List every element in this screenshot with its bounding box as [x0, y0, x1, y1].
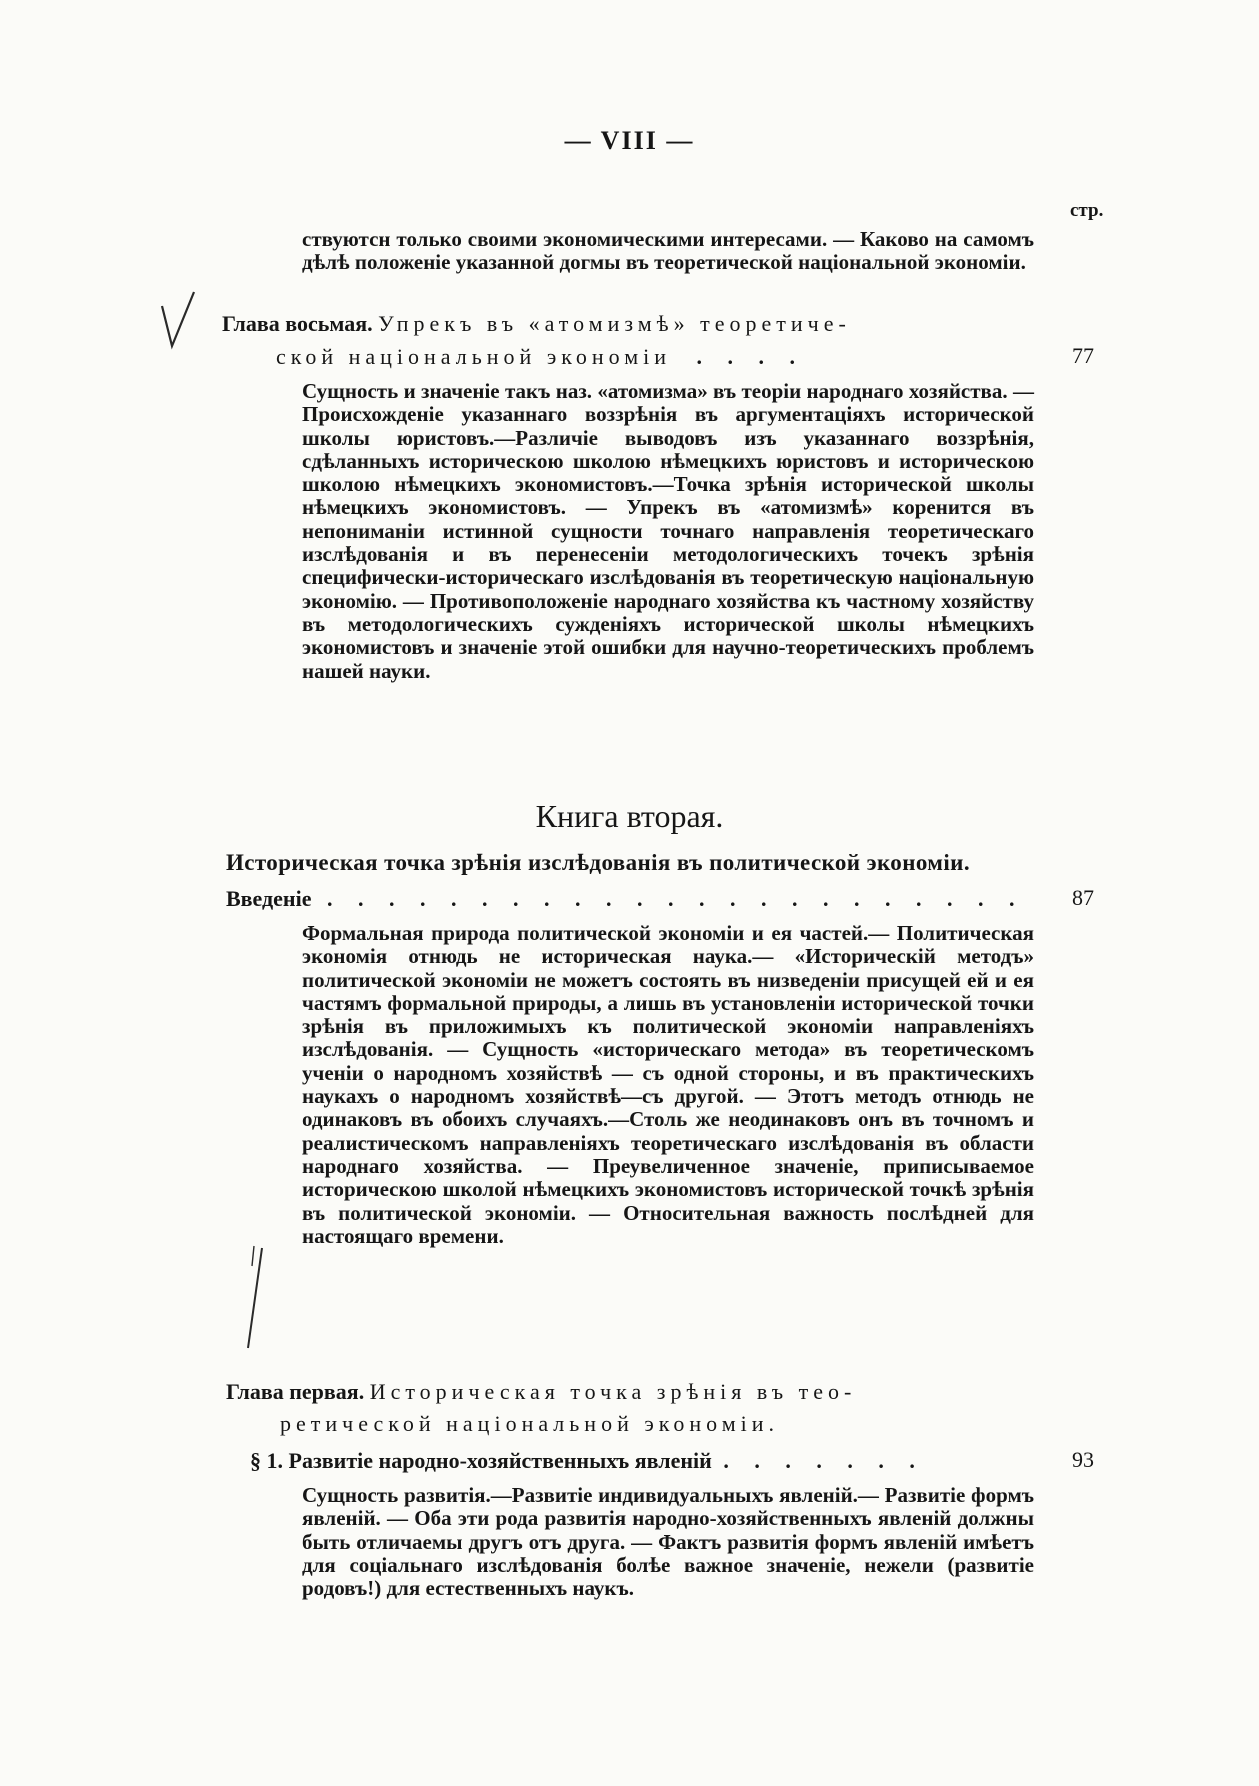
section-1-heading	[250, 1447, 925, 1475]
chapter-1-title-line2: ретической національной экономіи.	[280, 1411, 780, 1436]
chapter-8-title-line1: Упрекъ въ «атомизмѣ» теоретиче-	[378, 311, 851, 336]
chapter-8-page: 77	[1072, 343, 1094, 368]
introduction-label: Введеніе	[226, 886, 312, 911]
chapter-1-heading-line2	[280, 1410, 779, 1438]
page-column-label: стр.	[1070, 200, 1104, 221]
section-1-label: § 1. Развитіе народно-хозяйственныхъ явленій	[250, 1448, 712, 1473]
chapter-1-title-line1: Историческая точка зрѣнія въ тео-	[369, 1379, 857, 1404]
introduction-heading	[226, 885, 1024, 913]
introduction-leader-dots: . . . . . . . . . . . . . . . . . . . . . . .	[326, 886, 1025, 911]
chapter-8-label: Глава восьмая.	[222, 311, 373, 336]
book-two-title: Книга вторая.	[535, 798, 724, 834]
section-1-summary: Сущность развитія.—Развитіе индивидуальныхъ явленій.— Развитіе формъ явленій. — Оба эти рода развитія народно-хозяйственныхъ явленій должны быть отличаемы другъ отъ друга. — Фактъ развитія формъ явленій имѣетъ для соціальнаго изслѣдованія болѣе важное значеніе, нежели (развитіе родовъ!) для естественныхъ наукъ.	[302, 1483, 1034, 1601]
introduction-summary: Формальная природа политической экономіи и ея частей.— Политическая экономія отнюдь не историческая наука.— «Историческій методъ» политической экономіи не можетъ состоять въ низведеніи присущей ей и ея частямъ формальной природы, а лишь въ установленіи исторической точки зрѣнія въ приложимыхъ къ политической экономіи направленіяхъ изслѣдованія. — Сущность «историческаго метода» въ теоретическомъ ученіи о народномъ хозяйствѣ — съ одной стороны, и въ практическихъ наукахъ о народномъ хозяйствѣ—съ другой. — Этотъ методъ отнюдь не одинаковъ въ обоихъ случаяхъ.—Столь же неодинаковъ онъ въ точномъ и реалистическомъ направленіяхъ теоретическаго изслѣдованія въ области народнаго хозяйства. — Преувеличенное значеніе, приписываемое историческою школой нѣмецкихъ экономистовъ исторической точкѣ зрѣнія въ политической экономіи. — Относительная важность послѣдней для настоящаго времени.	[302, 921, 1034, 1248]
chapter-1-label: Глава первая.	[226, 1379, 365, 1404]
section-1-leader-dots: . . . . . . .	[723, 1448, 925, 1473]
chapter-8-heading	[222, 310, 851, 338]
pencil-margin-line	[240, 1244, 270, 1354]
chapter-8-heading-line2	[276, 343, 805, 371]
pencil-check-mark	[158, 288, 200, 352]
chapter-8-leader-dots: . . . .	[696, 344, 805, 369]
introduction-page: 87	[1072, 885, 1094, 910]
page-number: — VIII —	[564, 126, 695, 155]
chapter-8-title-line2: ской національной экономіи	[276, 344, 671, 369]
book-two-subtitle: Историческая точка зрѣнія изслѣдованія въ политической экономіи.	[226, 850, 970, 875]
continuation-paragraph: ствуютсн только своими экономическими интересами. — Каково на самомъ дѣлѣ положеніе указанной догмы въ теоретической національной экономіи.	[302, 227, 1034, 275]
chapter-8-summary: Сущность и значеніе такъ наз. «атомизма» въ теоріи народнаго хозяйства. — Происхожденіе указаннаго воззрѣнія въ аргументаціяхъ исторической школы юристовъ.—Различіе выводовъ изъ указаннаго воззрѣнія, сдѣланныхъ историческою школою нѣмецкихъ юристовъ и историческою школою нѣмецкихъ экономистовъ.—Точка зрѣнія исторической школы нѣмецкихъ экономистовъ. — Упрекъ въ «атомизмѣ» коренится въ непониманіи истинной сущности точнаго направленія теоретическаго изслѣдованія и въ перенесеніи методологическихъ точекъ зрѣнія специфически-историческаго изслѣдованія въ теоретическую національную экономію. — Противоположеніе народнаго хозяйства къ частному хозяйству въ методологическихъ сужденіяхъ исторической школы нѣмецкихъ экономистовъ и значеніе этой ошибки для научно-теоретическихъ проблемъ нашей науки.	[302, 379, 1034, 683]
chapter-1-heading	[226, 1378, 856, 1406]
section-1-page: 93	[1072, 1447, 1094, 1472]
